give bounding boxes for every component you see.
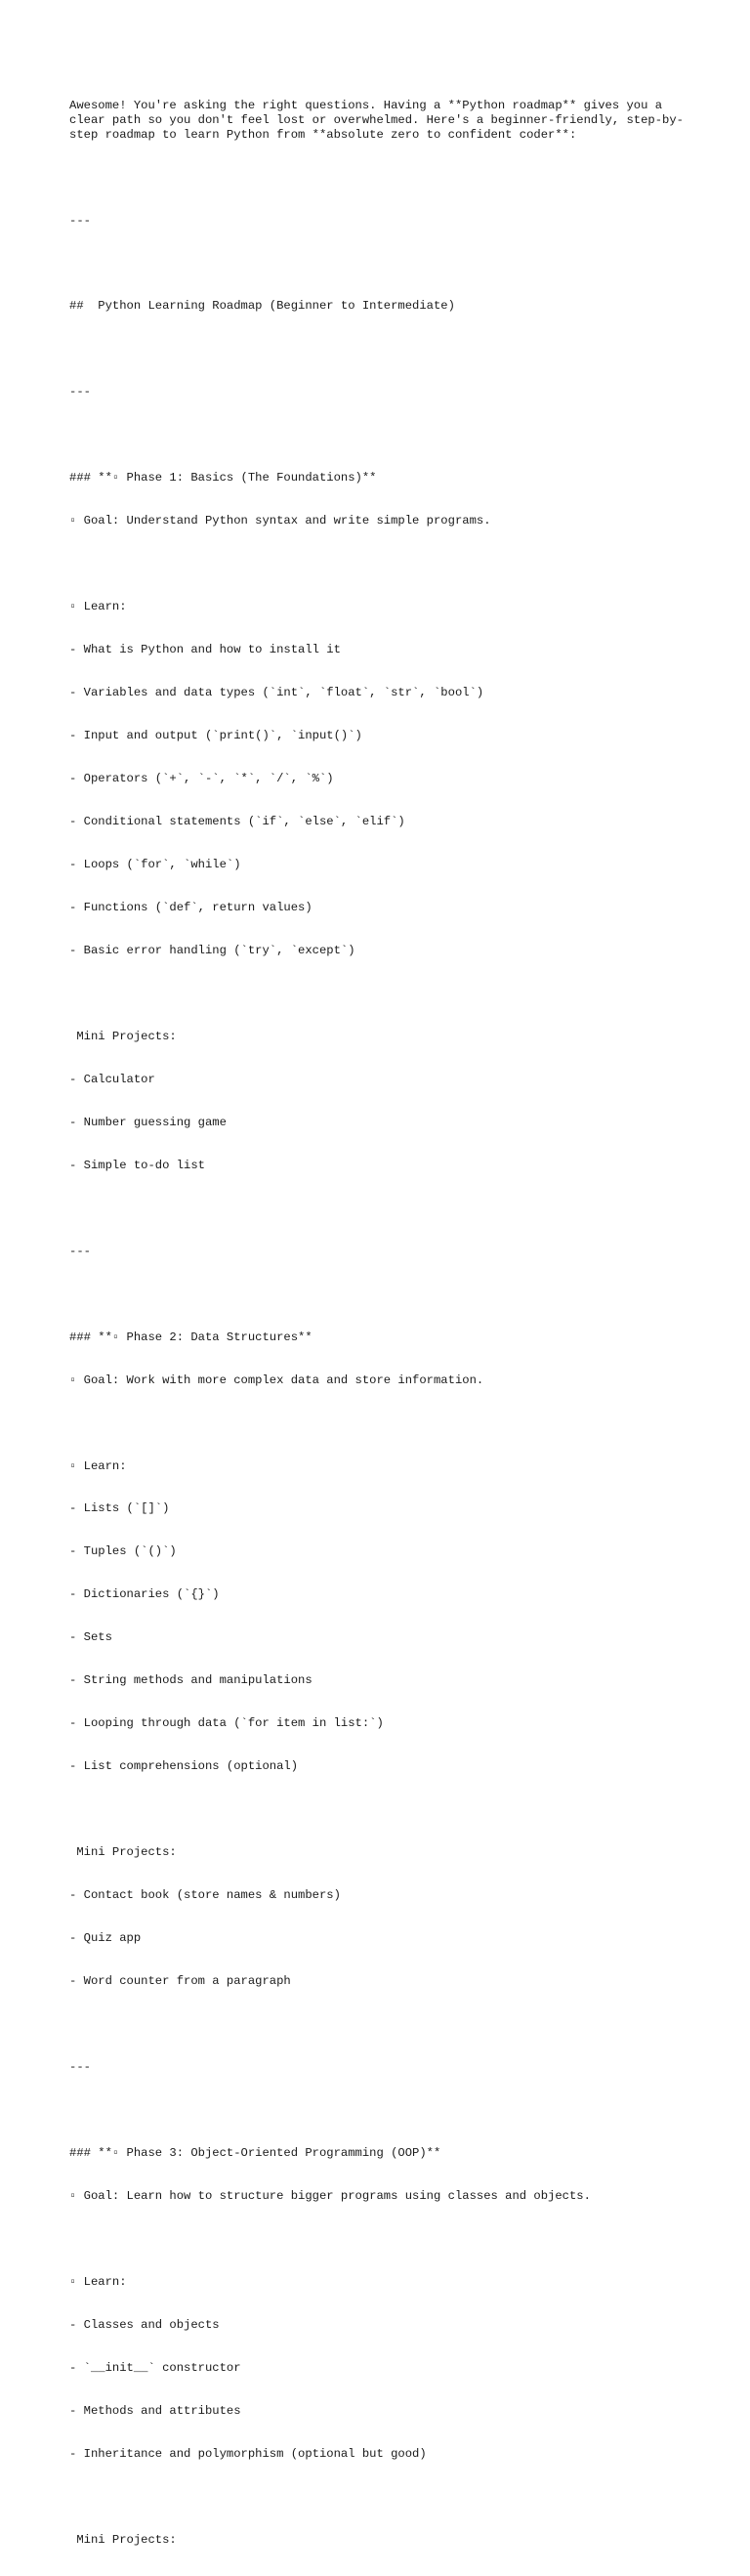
list-item: - Input and output (`print()`, `input()`) xyxy=(69,729,362,743)
list-item: - Basic error handling (`try`, `except`) xyxy=(69,943,355,957)
phase-1-goal: ▫ Goal: Understand Python syntax and write simple programs. xyxy=(69,514,491,528)
list-item: - Inheritance and polymorphism (optional but good) xyxy=(69,2446,427,2461)
phase-3-heading: ### **▫ Phase 3: Object-Oriented Programming (OOP)** xyxy=(69,2145,441,2160)
roadmap-heading: ## Python Learning Roadmap (Beginner to Intermediate) xyxy=(69,299,455,314)
blank-line xyxy=(69,2490,685,2505)
phase-2-learn-label: ▫ Learn: xyxy=(69,1458,127,1473)
list-item: - Word counter from a paragraph xyxy=(69,1974,291,1989)
list-item: - Tuples (`()`) xyxy=(69,1544,177,1559)
list-item: - Quiz app xyxy=(69,1931,142,1946)
phase-2-goal: ▫ Goal: Work with more complex data and store information. xyxy=(69,1372,484,1387)
phase-3-projects-label: Mini Projects: xyxy=(69,2532,177,2547)
list-item: - Loops (`for`, `while`) xyxy=(69,858,241,872)
list-item: - Sets xyxy=(69,1630,112,1645)
blank-line xyxy=(69,428,685,443)
list-item: - Looping through data (`for item in list:`) xyxy=(69,1716,384,1731)
list-item: - Dictionaries (`{}`) xyxy=(69,1587,220,1602)
list-item: - Simple to-do list xyxy=(69,1158,205,1172)
blank-line xyxy=(69,1802,685,1817)
list-item: - Contact book (store names & numbers) xyxy=(69,1888,341,1903)
blank-line xyxy=(69,2103,685,2118)
list-item: - Operators (`+`, `-`, `*`, `/`, `%`) xyxy=(69,772,334,786)
blank-line xyxy=(69,1202,685,1216)
list-item: - Functions (`def`, return values) xyxy=(69,900,312,914)
horizontal-rule: --- xyxy=(69,2060,91,2075)
list-item: - Variables and data types (`int`, `float`, `str`, `bool`) xyxy=(69,686,484,700)
horizontal-rule: --- xyxy=(69,385,91,400)
list-item: - What is Python and how to install it xyxy=(69,643,341,657)
list-item: - List comprehensions (optional) xyxy=(69,1759,299,1774)
phase-1-heading: ### **▫ Phase 1: Basics (The Foundations)** xyxy=(69,471,377,486)
list-item: - Number guessing game xyxy=(69,1115,227,1129)
phase-3-goal: ▫ Goal: Learn how to structure bigger programs using classes and objects. xyxy=(69,2188,591,2203)
blank-line xyxy=(69,257,685,272)
blank-line xyxy=(69,2232,685,2247)
blank-line xyxy=(69,2017,685,2032)
blank-line xyxy=(69,1288,685,1302)
list-item: - String methods and manipulations xyxy=(69,1673,312,1688)
list-item: - Calculator xyxy=(69,1072,155,1086)
list-item: - Methods and attributes xyxy=(69,2403,241,2418)
phase-3-learn-label: ▫ Learn: xyxy=(69,2274,127,2289)
list-item: - Classes and objects xyxy=(69,2317,220,2332)
phase-2-projects-label: Mini Projects: xyxy=(69,1845,177,1860)
intro-paragraph: Awesome! You're asking the right questions. Having a **Python roadmap** gives you a clear path so you don't feel lost or overwhelmed. Here's a beginner-friendly, step-by-step roadmap to learn Python from **absolute zero to confident coder**: xyxy=(69,99,684,142)
phase-1-learn-label: ▫ Learn: xyxy=(69,600,127,614)
horizontal-rule: --- xyxy=(69,213,91,228)
horizontal-rule: --- xyxy=(69,1244,91,1258)
blank-line xyxy=(69,557,685,571)
blank-line xyxy=(69,342,685,357)
list-item: - `__init__` constructor xyxy=(69,2360,241,2375)
document-body xyxy=(69,70,685,2576)
blank-line xyxy=(69,987,685,1001)
blank-line xyxy=(69,1416,685,1431)
list-item: - Conditional statements (`if`, `else`, `elif`) xyxy=(69,815,405,829)
phase-1-projects-label: Mini Projects: xyxy=(69,1029,177,1043)
list-item: - Lists (`[]`) xyxy=(69,1501,170,1516)
blank-line xyxy=(69,171,685,186)
phase-2-heading: ### **▫ Phase 2: Data Structures** xyxy=(69,1330,312,1344)
